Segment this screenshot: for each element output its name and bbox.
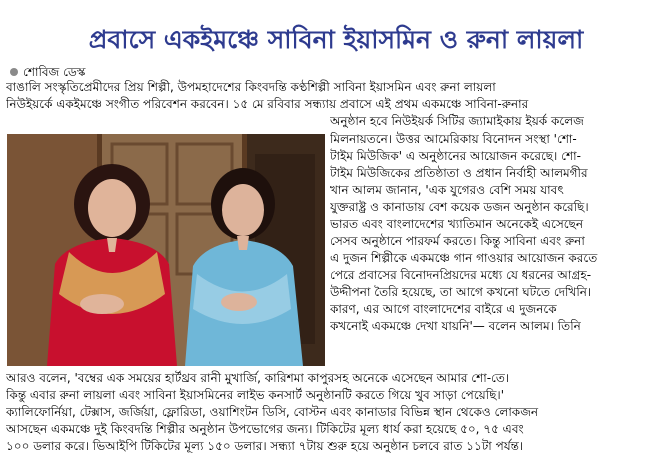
body-line: সেসব অনুষ্ঠানে পারফর্ম করতে। কিন্তু সাবিনা এবং রুনা <box>330 234 585 248</box>
article-photo <box>7 134 325 366</box>
body-line: কখনোই একমঞ্চে দেখা যায়নি'— বলেন আলম। তিনি <box>330 319 581 333</box>
body-line: আরও বলেন, 'বম্বের এক সময়ের হার্টথ্রব রানী মুখার্জি, কারিশমা কাপুরসহ অনেকে এসেছেন আমার শো-তে। <box>6 371 510 385</box>
body-line: আসছেন একমঞ্চে দুই কিংবদন্তি শিল্পীর অনুষ্ঠান উপভোগের জন্য। টিকিটের মূল্য ধার্য করা হয়েছে ৫০, ৭৫ এবং <box>6 422 524 436</box>
photo-illustration <box>7 134 325 366</box>
body-line: ভারত এবং বাংলাদেশের খ্যাতিমান অনেকেই এসেছেন <box>330 217 584 231</box>
body-line: নিউইয়র্কে একইমঞ্চে সংগীত পরিবেশন করবেন। ১৫ মে রবিবার সন্ধ্যায় প্রবাসে এই প্রথম একমঞ্চে সাবিনা-রুনার <box>6 97 529 111</box>
article-headline: প্রবাসে একইমঞ্চে সাবিনা ইয়াসমিন ও রুনা লায়লা <box>88 25 584 54</box>
body-line: বাঙালি সংস্কৃতিপ্রেমীদের প্রিয় শিল্পী, উপমহাদেশের কিংবদন্তি কণ্ঠশিল্পী সাবিনা ইয়াসমিন এবং রুনা লায়লা <box>6 80 496 94</box>
body-line: ক্যালিফোর্নিয়া, টেক্সাস, জর্জিয়া, ফ্লোরিডা, ওয়াশিংটন ডিসি, বোস্টন এবং কানাডার বিভিন্ন স্থান থেকেও লোকজন <box>6 405 539 419</box>
body-line: ১০০ ডলার করে। ভিআইপি টিকিটের মূল্য ১৫০ ডলার। সন্ধ্যা ৭টায় শুরু হয়ে অনুষ্ঠান চলবে রাত ১১টা পর্যন্ত। <box>6 439 524 453</box>
body-line: খান আলম জানান, 'এক যুগেরও বেশি সময় যাবৎ <box>330 183 564 197</box>
body-line: কারণ, এর আগে বাংলাদেশের বাইরে এ দুজনকে <box>330 302 557 316</box>
body-line: অনুষ্ঠান হবে নিউইয়র্ক সিটির জ্যামাইকায় ইয়র্ক কলেজ <box>330 114 584 128</box>
body-line: কিন্তু এবার রুনা লায়লা এবং সাবিনা ইয়াসমিনের লাইভ কনসার্ট অনুষ্ঠানটি করতে গিয়ে খুব সাড়া পেয়েছি।' <box>6 388 505 402</box>
body-line: এ দুজন শিল্পীকে একমঞ্চে গান গাওয়ার আয়োজন করতে <box>330 251 598 265</box>
body-line: পেরে প্রবাসের বিনোদনপ্রিয়দের মধ্যে যে ধরনের আগ্রহ- <box>330 268 592 282</box>
body-line: টাইম মিউজিকের প্রতিষ্ঠাতা ও প্রধান নির্বাহী আলমগীর <box>330 166 588 180</box>
bullet-icon <box>10 68 18 76</box>
body-line: মিলনায়তনে। উত্তর আমেরিকায় বিনোদন সংস্থা 'শো- <box>330 132 577 146</box>
byline-text: শোবিজ ডেস্ক <box>23 65 86 79</box>
byline <box>10 64 85 80</box>
body-line: উদ্দীপনা তৈরি হয়েছে, তা আগে কখনো ঘটতে দেখিনি। <box>330 285 592 299</box>
body-line: যুক্তরাষ্ট্র ও কানাডায় বেশ কয়েক ডজন অনুষ্ঠান করেছি। <box>330 200 589 214</box>
body-line: টাইম মিউজিক' এ অনুষ্ঠানের আয়োজন করেছে। শো- <box>330 149 581 163</box>
